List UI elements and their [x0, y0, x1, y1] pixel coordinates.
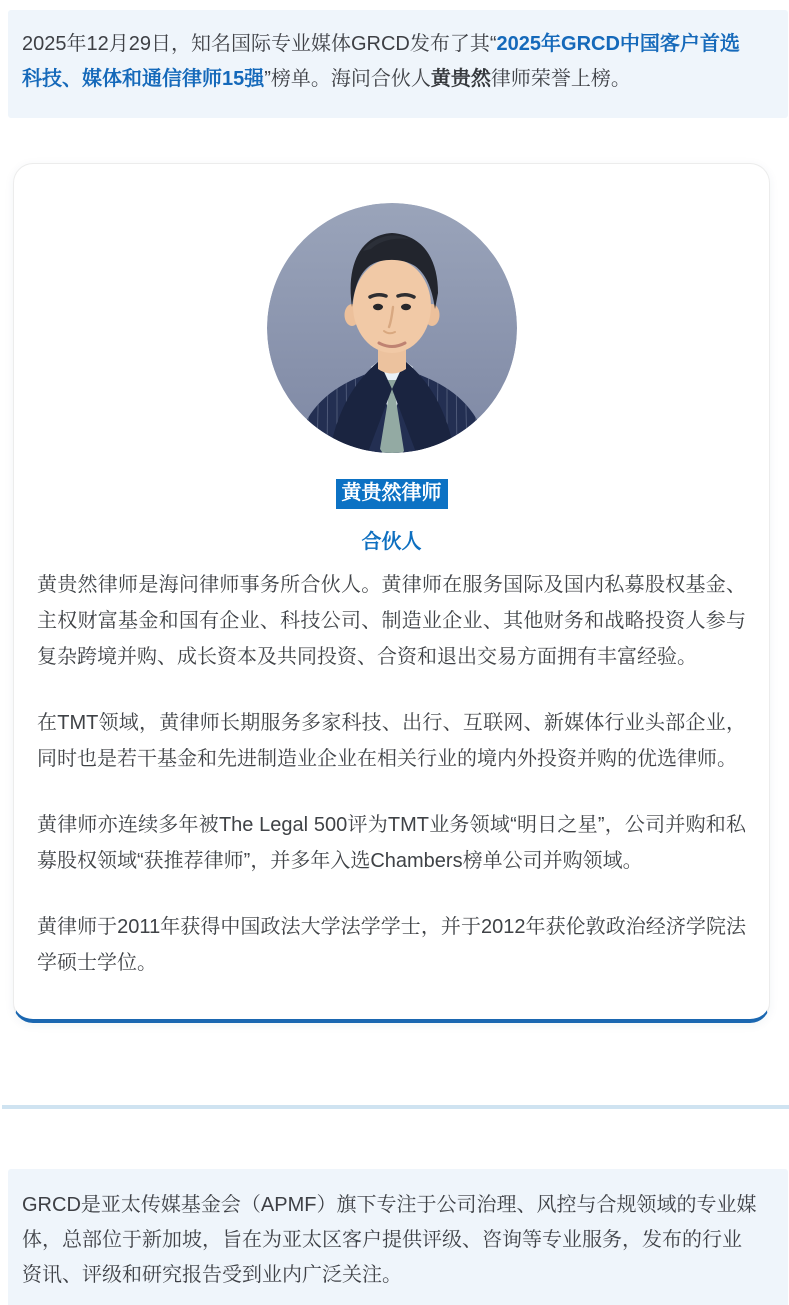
- lawyer-profile-card: [13, 163, 770, 1023]
- name-badge: 黄贵然律师: [336, 479, 448, 509]
- announcement-banner: [8, 10, 788, 118]
- announcement-text: [22, 27, 758, 97]
- bio-paragraph-3: 黄律师亦连续多年被The Legal 500评为TMT业务领域“明日之星”，公司并购和私募股权领域“获推荐律师”，并多年入选Chambers榜单公司并购领域。: [37, 814, 746, 872]
- job-title: 合伙人: [361, 531, 422, 553]
- bio-paragraph-1: 黄贵然律师是海问律师事务所合伙人。黄律师在服务国际及国内私募股权基金、主权财富基金和国有企业、科技公司、制造业企业、其他财务和战略投资人参与复杂跨境并购、成长资本及共同投资、合资和退出交易方面拥有丰富经验。: [37, 574, 746, 668]
- bio-text: [14, 567, 769, 981]
- announcement-text-mid: ”榜单。海问合伙人: [264, 68, 431, 90]
- announcement-text-suffix: 律师荣誉上榜。: [490, 68, 631, 90]
- section-divider: [2, 1105, 789, 1109]
- bio-paragraph-2: 在TMT领域，黄律师长期服务多家科技、出行、互联网、新媒体行业头部企业，同时也是若干基金和先进制造业企业在相关行业的境内外投资并购的优选律师。: [37, 712, 746, 770]
- award-title-highlight: 2025年GRCD中国客户首选科技、媒体和通信律师15强: [22, 33, 740, 90]
- lawyer-name-bold: 黄贵然: [430, 68, 491, 90]
- bio-paragraph-4: 黄律师于2011年获得中国政法大学法学学士，并于2012年获伦敦政治经济学院法学硕士学位。: [37, 916, 746, 974]
- announcement-text-prefix: 2025年12月29日，知名国际专业媒体GRCD发布了其“: [22, 33, 497, 55]
- grcd-about-text: GRCD是亚太传媒基金会（APMF）旗下专注于公司治理、风控与合规领域的专业媒体，总部位于新加坡，旨在为亚太区客户提供评级、咨询等专业服务，发布的行业资讯、评级和研究报告受到业内广泛关注。: [22, 1194, 757, 1286]
- lawyer-portrait-photo: [267, 203, 517, 453]
- grcd-about-banner: [8, 1169, 788, 1305]
